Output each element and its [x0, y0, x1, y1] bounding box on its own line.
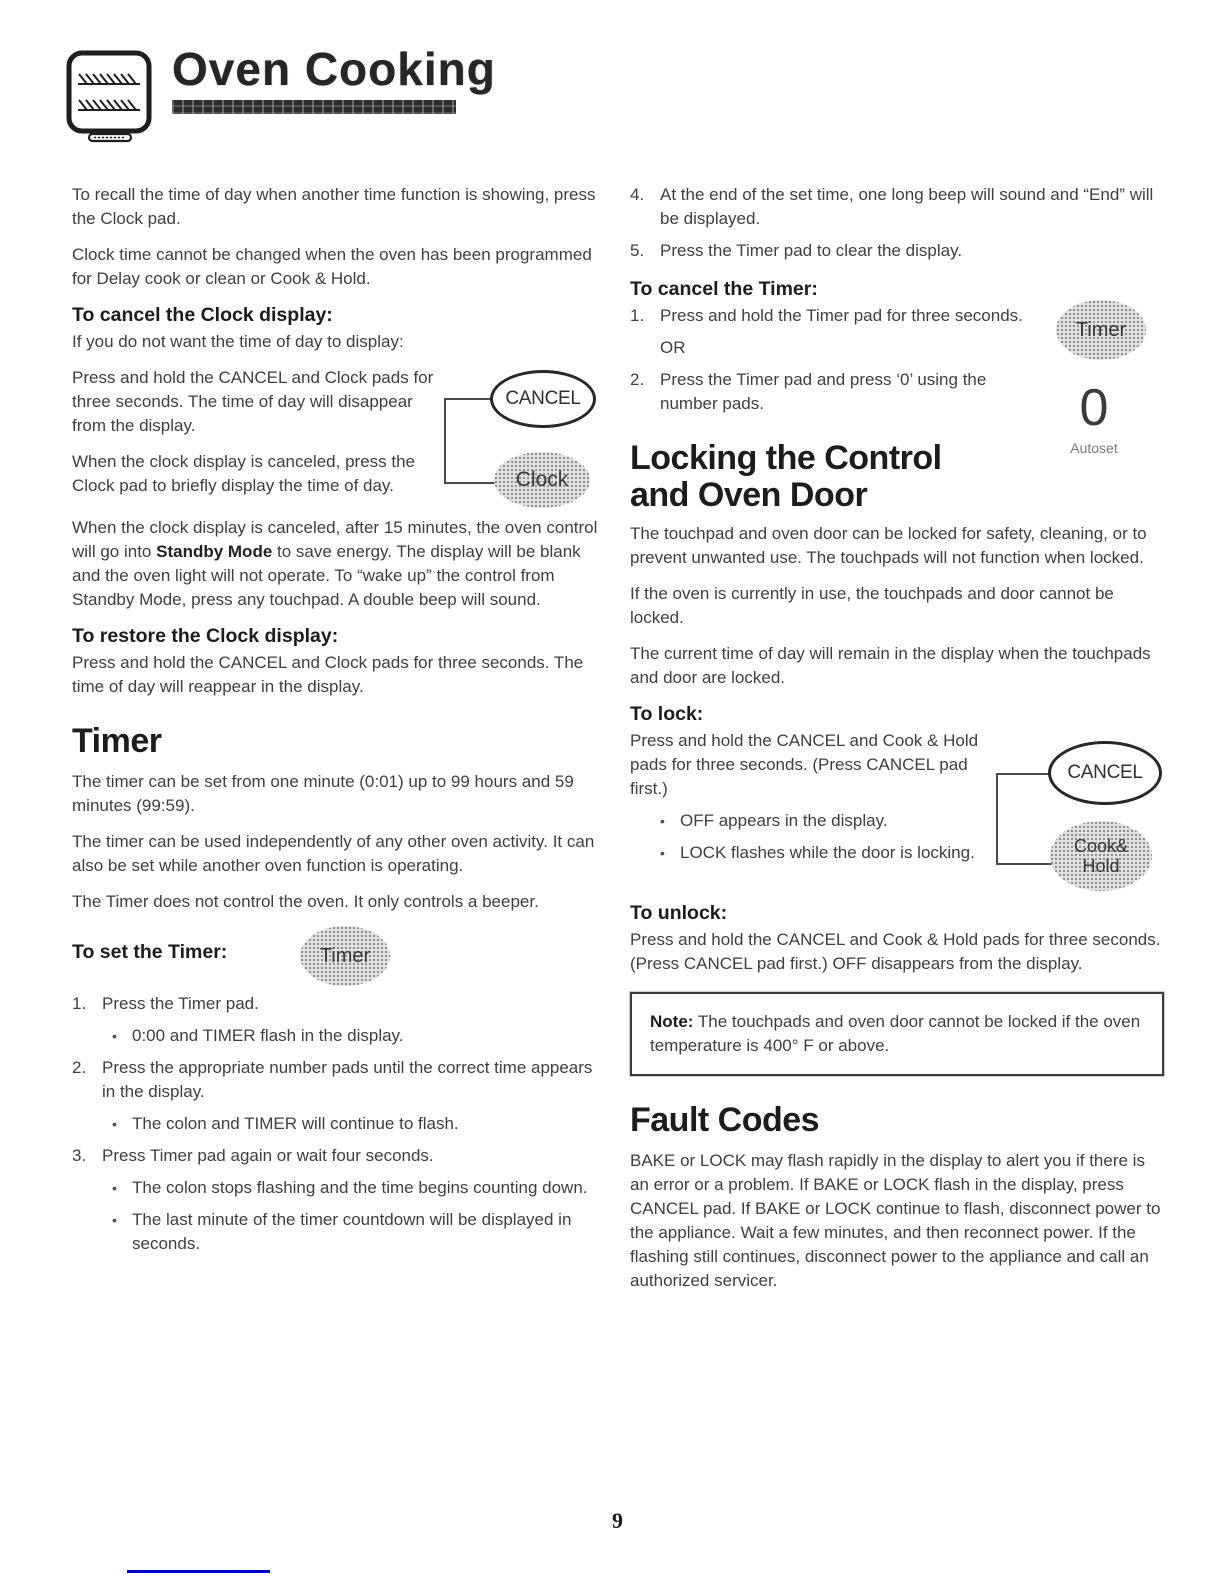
heading-to-unlock: To unlock:: [630, 902, 728, 924]
step-text: Press the appropriate number pads until the correct time appears in the display.: [102, 1058, 593, 1101]
zero-pad: 0: [1079, 379, 1109, 437]
heading-set-timer: To set the Timer:: [72, 941, 228, 963]
bracket-connector: [996, 773, 1056, 865]
zero-autoset-pad: [1054, 379, 1134, 460]
locking-heading-line2: and Oven Door: [630, 476, 868, 514]
paragraph-restore-clock: Press and hold the CANCEL and Clock pads for three seconds. The time of day will reappear in the display.: [72, 653, 584, 696]
paragraph-locking-2: If the oven is currently in use, the touchpads and door cannot be locked.: [630, 584, 1114, 627]
step-text: Press the Timer pad to clear the display.: [660, 241, 963, 260]
step-number: 1.: [72, 994, 87, 1013]
cancel-pad: CANCEL: [1048, 741, 1162, 805]
left-column: [72, 183, 602, 1264]
timer-step-2-bullet: [112, 1112, 602, 1136]
bullet-text: The colon stops flashing and the time begins counting down.: [132, 1178, 588, 1197]
paragraph-timer-independent: The timer can be used independently of any other oven activity. It can also be set while another oven function is operating.: [72, 832, 595, 875]
page-header: [64, 43, 496, 144]
heading-to-lock: To lock:: [630, 703, 704, 725]
heading-restore-clock: To restore the Clock display:: [72, 625, 339, 647]
cook-hold-line1: Cook&: [1073, 836, 1129, 856]
cancel-clock-figure: [444, 370, 596, 510]
bullet-icon: •: [112, 1028, 117, 1044]
bullet-icon: •: [112, 1180, 117, 1196]
paragraph-recall-clock: To recall the time of day when another time function is showing, press the Clock pad.: [72, 185, 596, 228]
step-number: 2.: [630, 370, 645, 389]
lock-bullet-1: [660, 809, 986, 833]
paragraph-locking-3: The current time of day will remain in the display when the touchpads and door are locked.: [630, 644, 1151, 687]
paragraph-cancel-clock-intro: If you do not want the time of day to display:: [72, 332, 404, 351]
note-box: [630, 992, 1164, 1076]
step-number: 5.: [630, 241, 645, 260]
footer-accent-line: [127, 1570, 270, 1573]
cancel-clock-media: [72, 366, 602, 516]
title-underline: [172, 100, 456, 114]
heading-cancel-clock: To cancel the Clock display:: [72, 304, 333, 326]
paragraph-locking-1: The touchpad and oven door can be locked for safety, cleaning, or to prevent unwanted use. The touchpads will not function when locked.: [630, 524, 1147, 567]
heading-cancel-timer: To cancel the Timer:: [630, 278, 818, 300]
standby-bold: Standby Mode: [156, 542, 273, 561]
step-number: 4.: [630, 185, 645, 204]
paragraph-cancel-clock-2: When the clock display is canceled, press the Clock pad to briefly display the time of day.: [72, 452, 416, 495]
step-text: Press Timer pad again or wait four seconds.: [102, 1146, 434, 1165]
step-text: Press the Timer pad.: [102, 994, 259, 1013]
paragraph-fault-codes: BAKE or LOCK may flash rapidly in the display to alert you if there is an error or a problem. If BAKE or LOCK flash in the display, press CANCEL pad. If BAKE or LOCK continue to flash, disconnect power to the appliance. Wait a few minutes, and then reconnect power. If the flashing still continues, disconnect power to the appliance and call an authorized servicer.: [630, 1151, 1161, 1290]
bullet-icon: •: [112, 1212, 117, 1228]
note-label: Note:: [650, 1012, 694, 1031]
page-number: 9: [612, 1508, 623, 1533]
lock-media: [630, 729, 1164, 897]
page-title: Oven Cooking: [172, 43, 496, 95]
right-column: [630, 183, 1164, 1305]
lock-figure: [996, 741, 1164, 897]
paragraph-lock-body: Press and hold the CANCEL and Cook & Hold pads for three seconds. (Press CANCEL pad first.): [630, 731, 979, 798]
timer-step-3: [72, 1144, 602, 1168]
paragraph-timer-range: The timer can be set from one minute (0:01) up to 99 hours and 59 minutes (99:59).: [72, 772, 574, 815]
paragraph-standby: [72, 516, 602, 612]
timer-step-3-bullet-2: [112, 1208, 602, 1256]
bullet-text: 0:00 and TIMER flash in the display.: [132, 1026, 404, 1045]
bullet-icon: •: [660, 813, 665, 829]
step-number: 2.: [72, 1058, 87, 1077]
timer-step-3-bullet-1: [112, 1176, 602, 1200]
paragraph-timer-beeper: The Timer does not control the oven. It only controls a beeper.: [72, 892, 539, 911]
timer-step-4: [630, 183, 1164, 231]
paragraph-clock-change: Clock time cannot be changed when the oven has been programmed for Delay cook or clean or Cook & Hold.: [72, 245, 592, 288]
step-text: Press and hold the Timer pad for three seconds.: [660, 306, 1023, 325]
set-timer-heading-row: [72, 926, 602, 992]
cancel-timer-block: [630, 304, 1164, 456]
standby-text-pre: When the clock display is canceled, after 15 minutes, the oven control will go into: [72, 518, 598, 561]
oven-icon: [64, 46, 156, 144]
bullet-text: OFF appears in the display.: [680, 811, 888, 830]
heading-timer-section: Timer: [72, 722, 162, 760]
cancel-pad: CANCEL: [490, 370, 596, 428]
bullet-icon: •: [660, 845, 665, 861]
cook-hold-line2: Hold: [1082, 856, 1120, 876]
step-number: 1.: [630, 306, 645, 325]
paragraph-cancel-clock-1: Press and hold the CANCEL and Clock pads for three seconds. The time of day will disappear from the display.: [72, 368, 434, 435]
timer-step-1-bullet: [112, 1024, 602, 1048]
bullet-text: The colon and TIMER will continue to flash.: [132, 1114, 459, 1133]
cook-hold-pad: [1050, 821, 1152, 891]
bullet-text: LOCK flashes while the door is locking.: [680, 843, 975, 862]
autoset-label: Autoset: [1070, 440, 1118, 456]
or-label: OR: [660, 338, 686, 357]
locking-heading-line1: Locking the Control: [630, 439, 942, 477]
lock-bullet-2: [660, 841, 986, 865]
timer-step-2: [72, 1056, 602, 1104]
clock-pad: Clock: [494, 452, 590, 508]
step-text: Press the Timer pad and press ‘0’ using the number pads.: [660, 370, 987, 413]
bullet-icon: •: [112, 1116, 117, 1132]
timer-pad: Timer: [300, 926, 390, 986]
bracket-connector: [444, 398, 500, 484]
paragraph-unlock-body: Press and hold the CANCEL and Cook & Hold pads for three seconds. (Press CANCEL pad first.) OFF disappears from the display.: [630, 930, 1161, 973]
timer-step-5: [630, 239, 1164, 263]
note-text: The touchpads and oven door cannot be locked if the oven temperature is 400° F or above.: [650, 1012, 1141, 1055]
timer-step-1: [72, 992, 602, 1016]
standby-text-post: to save energy. The display will be blank and the oven light will not operate. To “wake up” the control from Standby Mode, press any touchpad. A double beep will sound.: [72, 542, 581, 609]
bullet-text: The last minute of the timer countdown will be displayed in seconds.: [132, 1210, 572, 1253]
timer-pad: Timer: [1056, 300, 1146, 360]
step-number: 3.: [72, 1146, 87, 1165]
step-text: At the end of the set time, one long beep will sound and “End” will be displayed.: [660, 185, 1154, 228]
heading-fault-codes: Fault Codes: [630, 1101, 820, 1139]
